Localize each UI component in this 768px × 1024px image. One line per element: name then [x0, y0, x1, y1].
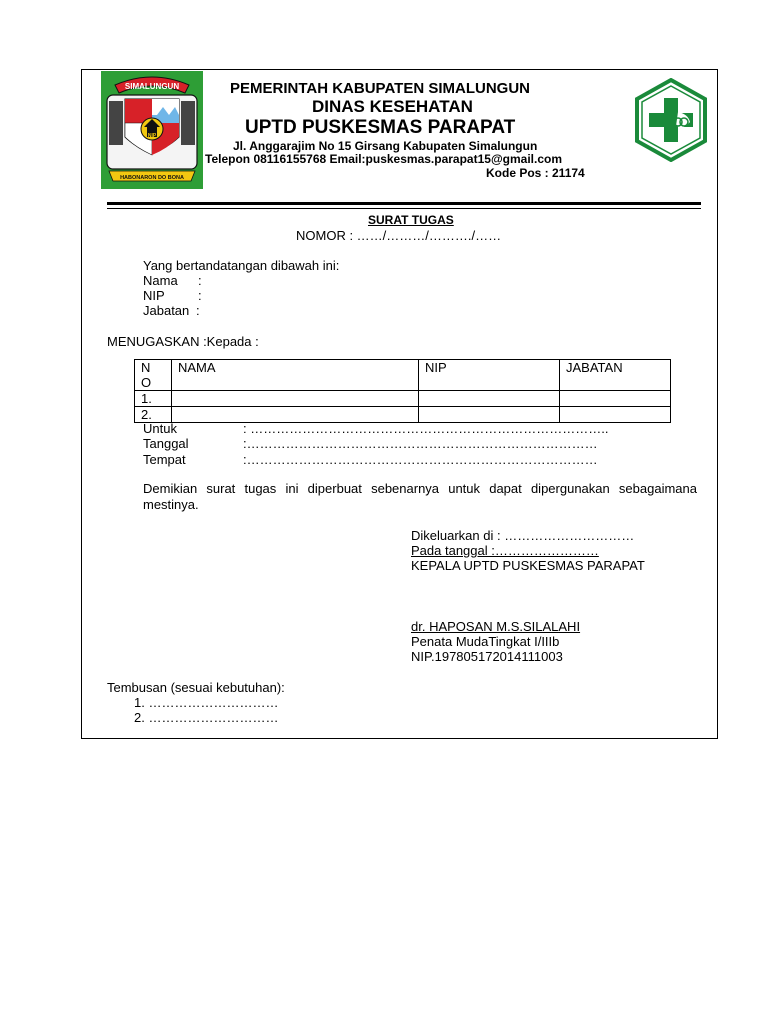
- simalungun-coat-of-arms-logo: [101, 71, 203, 189]
- detail-label-tempat: Tempat: [143, 452, 186, 467]
- letterhead-government: PEMERINTAH KABUPATEN SIMALUNGUN: [230, 80, 530, 97]
- assignment-table: [134, 359, 671, 423]
- signer-nip: NIP.197805172014111003: [411, 649, 563, 664]
- logo-motto-text: HABONARON DO BONA: [120, 175, 184, 181]
- letterhead-unit: UPTD PUSKESMAS PARAPAT: [245, 117, 516, 138]
- row-no: 1.: [135, 391, 172, 407]
- detail-value-tanggal: :………………………………………………………………………: [243, 436, 598, 451]
- signer-position: KEPALA UPTD PUSKESMAS PARAPAT: [411, 558, 645, 573]
- header-nama: NAMA: [172, 360, 419, 391]
- detail-label-tanggal: Tanggal: [143, 436, 189, 451]
- logo-banner-text: SIMALUNGUN: [124, 82, 180, 91]
- puskesmas-cross-icon: [634, 78, 708, 162]
- letterhead-divider-thick: [107, 202, 701, 205]
- row-nama[interactable]: [172, 391, 419, 407]
- letterhead-contact: Telepon 08116155768 Email:puskesmas.parapat15@gmail.com: [205, 152, 562, 166]
- letterhead-office: DINAS KESEHATAN: [312, 97, 473, 116]
- header-jabatan: JABATAN: [560, 360, 671, 391]
- signer-field-separator: :: [198, 288, 202, 303]
- svg-text:NIP: NIP: [147, 133, 157, 139]
- letterhead-postal-code: Kode Pos : 21174: [486, 166, 585, 180]
- signer-name: dr. HAPOSAN M.S.SILALAHI: [411, 619, 581, 634]
- signer-field-label: NIP: [143, 288, 165, 303]
- signer-field-separator: :: [196, 303, 200, 318]
- signer-field-separator: :: [198, 273, 202, 288]
- table-header-row: [135, 360, 671, 391]
- row-nip[interactable]: [419, 391, 560, 407]
- letterhead-address: Jl. Anggarajim No 15 Girsang Kabupaten Simalungun: [233, 139, 538, 153]
- detail-value-untuk: : ………………………………………………………………………..: [243, 421, 609, 436]
- header-no: N O: [135, 360, 172, 391]
- letter-number: NOMOR : ……/………/………./……: [296, 228, 502, 243]
- assignment-heading: MENUGASKAN :Kepada :: [107, 334, 259, 349]
- closing-paragraph: Demikian surat tugas ini diperbuat sebenarnya untuk dapat dipergunakan sebagaimana mestinya.: [143, 481, 697, 512]
- cc-item: 2. …………………………: [134, 710, 279, 725]
- signer-field-label: Jabatan: [143, 303, 190, 318]
- cc-item: 1. …………………………: [134, 695, 279, 710]
- letterhead-divider-thin: [107, 208, 701, 209]
- row-jabatan[interactable]: [560, 391, 671, 407]
- signer-field-label: Nama: [143, 273, 178, 288]
- row-no: 2.: [135, 407, 172, 423]
- table-row: [135, 391, 671, 407]
- issued-date: Pada tanggal :……………………: [411, 543, 599, 558]
- cc-title: Tembusan (sesuai kebutuhan):: [107, 680, 285, 695]
- detail-value-tempat: :………………………………………………………………………: [243, 452, 598, 467]
- signer-intro: Yang bertandatangan dibawah ini:: [143, 258, 340, 273]
- header-nip: NIP: [419, 360, 560, 391]
- issued-place: Dikeluarkan di : …………………………: [411, 528, 635, 543]
- detail-label-untuk: Untuk: [143, 421, 177, 436]
- letter-title: SURAT TUGAS: [368, 213, 454, 227]
- signer-rank: Penata MudaTingkat I/IIIb: [411, 634, 560, 649]
